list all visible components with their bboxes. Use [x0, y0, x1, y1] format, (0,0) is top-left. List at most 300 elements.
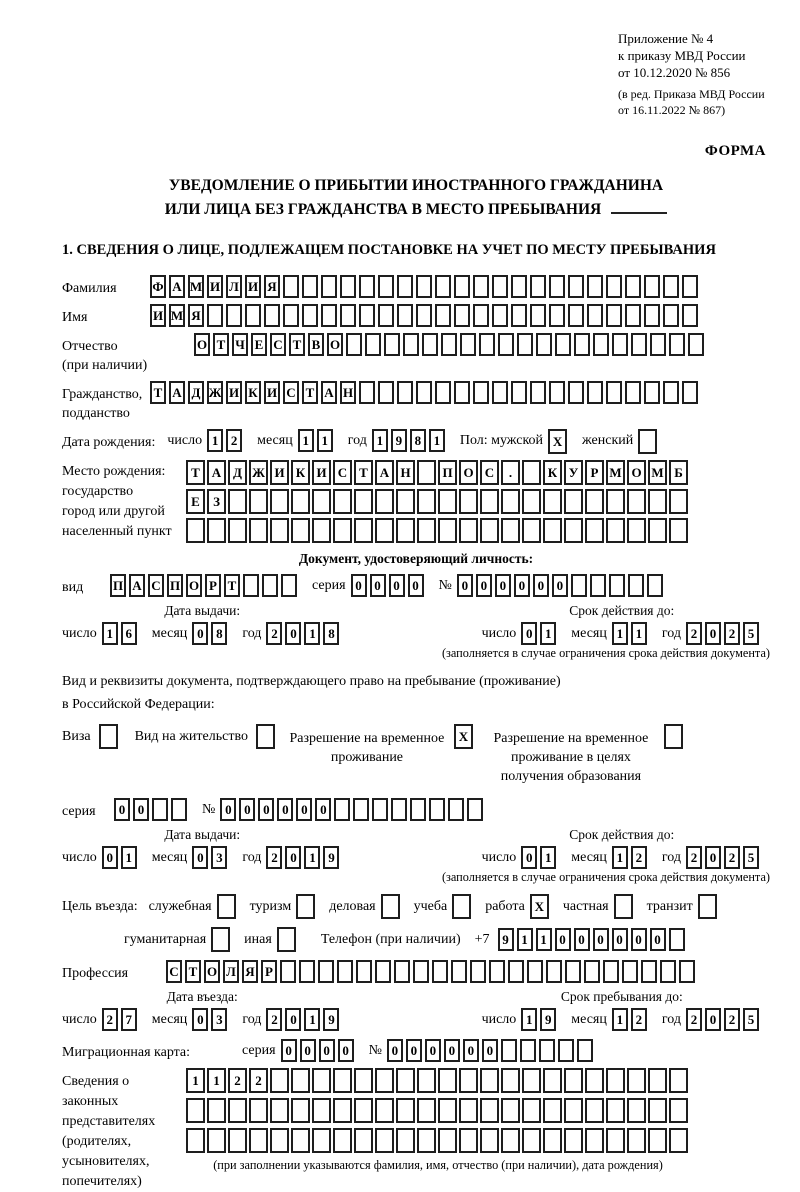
char-cell[interactable]: Ж [249, 460, 268, 485]
char-cell[interactable] [299, 960, 315, 983]
char-cell[interactable]: 2 [631, 1008, 647, 1031]
char-cell[interactable] [378, 275, 394, 298]
char-cell[interactable] [663, 304, 679, 327]
char-cell[interactable]: А [321, 381, 337, 404]
char-cell[interactable] [397, 275, 413, 298]
char-cell[interactable] [417, 518, 436, 543]
char-cell[interactable]: 2 [266, 622, 282, 645]
char-cell[interactable] [397, 381, 413, 404]
char-cell[interactable] [564, 518, 583, 543]
char-cell[interactable] [340, 304, 356, 327]
char-cell[interactable]: 0 [495, 574, 511, 597]
char-cell[interactable] [441, 333, 457, 356]
char-cell[interactable] [522, 460, 541, 485]
char-cell[interactable]: 2 [724, 622, 740, 645]
char-cell[interactable] [644, 275, 660, 298]
char-cell[interactable]: Ж [207, 381, 223, 404]
char-cell[interactable] [648, 1098, 667, 1123]
char-cell[interactable] [438, 489, 457, 514]
char-cell[interactable] [593, 333, 609, 356]
char-cell[interactable] [186, 518, 205, 543]
char-cell[interactable]: 0 [281, 1039, 297, 1062]
char-cell[interactable] [480, 1068, 499, 1093]
char-cell[interactable] [359, 381, 375, 404]
char-cell[interactable] [346, 333, 362, 356]
char-cell[interactable]: Т [354, 460, 373, 485]
char-cell[interactable]: 0 [552, 574, 568, 597]
char-cell[interactable] [375, 489, 394, 514]
char-cell[interactable]: 0 [406, 1039, 422, 1062]
char-cell[interactable] [648, 1068, 667, 1093]
char-cell[interactable] [558, 1039, 574, 1062]
char-cell[interactable]: 8 [323, 622, 339, 645]
char-cell[interactable]: 0 [133, 798, 149, 821]
char-cell[interactable]: Н [396, 460, 415, 485]
char-cell[interactable] [669, 1128, 688, 1153]
char-cell[interactable] [568, 381, 584, 404]
char-cell[interactable] [585, 489, 604, 514]
char-cell[interactable] [549, 304, 565, 327]
char-cell[interactable] [555, 333, 571, 356]
char-cell[interactable] [627, 1128, 646, 1153]
char-cell[interactable]: 0 [705, 622, 721, 645]
char-cell[interactable]: О [204, 960, 220, 983]
char-cell[interactable] [470, 960, 486, 983]
char-cell[interactable] [568, 275, 584, 298]
char-cell[interactable]: П [110, 574, 126, 597]
char-cell[interactable] [451, 960, 467, 983]
char-cell[interactable]: И [150, 304, 166, 327]
char-cell[interactable] [281, 574, 297, 597]
char-cell[interactable]: Т [186, 460, 205, 485]
char-cell[interactable] [679, 960, 695, 983]
char-cell[interactable]: 2 [228, 1068, 247, 1093]
private-checkbox[interactable] [614, 894, 633, 919]
char-cell[interactable] [270, 1068, 289, 1093]
char-cell[interactable] [522, 489, 541, 514]
char-cell[interactable] [501, 489, 520, 514]
char-cell[interactable] [467, 798, 483, 821]
char-cell[interactable]: 5 [743, 846, 759, 869]
char-cell[interactable] [508, 960, 524, 983]
char-cell[interactable] [498, 333, 514, 356]
char-cell[interactable]: 0 [387, 1039, 403, 1062]
temporary-residence-checkbox[interactable]: X [454, 724, 473, 749]
char-cell[interactable] [648, 1128, 667, 1153]
char-cell[interactable] [606, 1098, 625, 1123]
char-cell[interactable] [417, 489, 436, 514]
char-cell[interactable]: 1 [429, 429, 445, 452]
char-cell[interactable] [207, 518, 226, 543]
char-cell[interactable]: 2 [266, 1008, 282, 1031]
char-cell[interactable]: С [480, 460, 499, 485]
char-cell[interactable] [354, 1128, 373, 1153]
char-cell[interactable] [375, 1098, 394, 1123]
char-cell[interactable]: 1 [121, 846, 137, 869]
char-cell[interactable]: О [459, 460, 478, 485]
char-cell[interactable] [186, 1098, 205, 1123]
char-cell[interactable]: О [627, 460, 646, 485]
char-cell[interactable]: А [375, 460, 394, 485]
char-cell[interactable]: И [312, 460, 331, 485]
char-cell[interactable]: 0 [114, 798, 130, 821]
char-cell[interactable] [354, 518, 373, 543]
char-cell[interactable] [459, 1128, 478, 1153]
char-cell[interactable]: Р [261, 960, 277, 983]
char-cell[interactable]: Т [302, 381, 318, 404]
char-cell[interactable] [397, 304, 413, 327]
char-cell[interactable] [517, 333, 533, 356]
char-cell[interactable] [228, 1128, 247, 1153]
char-cell[interactable] [585, 1098, 604, 1123]
char-cell[interactable]: 0 [408, 574, 424, 597]
char-cell[interactable]: 2 [724, 1008, 740, 1031]
char-cell[interactable]: 0 [476, 574, 492, 597]
char-cell[interactable]: Б [669, 460, 688, 485]
char-cell[interactable] [489, 960, 505, 983]
char-cell[interactable]: Л [226, 275, 242, 298]
char-cell[interactable] [375, 960, 391, 983]
char-cell[interactable]: 1 [540, 622, 556, 645]
char-cell[interactable]: 0 [102, 846, 118, 869]
char-cell[interactable]: 0 [315, 798, 331, 821]
tourism-checkbox[interactable] [296, 894, 315, 919]
char-cell[interactable]: 2 [266, 846, 282, 869]
char-cell[interactable] [171, 798, 187, 821]
char-cell[interactable] [669, 489, 688, 514]
char-cell[interactable] [417, 1068, 436, 1093]
char-cell[interactable]: 0 [555, 928, 571, 951]
char-cell[interactable] [207, 304, 223, 327]
male-checkbox[interactable]: X [548, 429, 567, 454]
char-cell[interactable]: 0 [521, 846, 537, 869]
char-cell[interactable] [416, 304, 432, 327]
char-cell[interactable] [333, 1098, 352, 1123]
char-cell[interactable] [280, 960, 296, 983]
char-cell[interactable]: 0 [574, 928, 590, 951]
official-purpose-checkbox[interactable] [217, 894, 236, 919]
char-cell[interactable] [511, 381, 527, 404]
char-cell[interactable] [606, 1068, 625, 1093]
char-cell[interactable]: С [148, 574, 164, 597]
char-cell[interactable]: 1 [521, 1008, 537, 1031]
char-cell[interactable] [522, 1128, 541, 1153]
char-cell[interactable]: 2 [249, 1068, 268, 1093]
char-cell[interactable] [435, 304, 451, 327]
char-cell[interactable]: 0 [277, 798, 293, 821]
char-cell[interactable]: 0 [457, 574, 473, 597]
char-cell[interactable] [391, 798, 407, 821]
char-cell[interactable]: 9 [323, 1008, 339, 1031]
char-cell[interactable] [186, 1128, 205, 1153]
char-cell[interactable] [587, 381, 603, 404]
char-cell[interactable]: Р [585, 460, 604, 485]
char-cell[interactable] [429, 798, 445, 821]
char-cell[interactable] [669, 1068, 688, 1093]
char-cell[interactable] [627, 1098, 646, 1123]
char-cell[interactable]: . [501, 460, 520, 485]
char-cell[interactable]: 0 [300, 1039, 316, 1062]
char-cell[interactable] [354, 1068, 373, 1093]
char-cell[interactable] [438, 1128, 457, 1153]
char-cell[interactable] [356, 960, 372, 983]
char-cell[interactable] [152, 798, 168, 821]
char-cell[interactable] [333, 1068, 352, 1093]
char-cell[interactable]: И [264, 381, 280, 404]
char-cell[interactable]: 0 [482, 1039, 498, 1062]
char-cell[interactable] [606, 275, 622, 298]
char-cell[interactable] [612, 333, 628, 356]
char-cell[interactable] [522, 1098, 541, 1123]
char-cell[interactable]: П [167, 574, 183, 597]
char-cell[interactable] [302, 304, 318, 327]
char-cell[interactable] [565, 960, 581, 983]
char-cell[interactable]: Т [224, 574, 240, 597]
char-cell[interactable]: 2 [102, 1008, 118, 1031]
char-cell[interactable] [417, 1098, 436, 1123]
char-cell[interactable]: В [308, 333, 324, 356]
char-cell[interactable] [384, 333, 400, 356]
char-cell[interactable]: 9 [323, 846, 339, 869]
char-cell[interactable] [627, 489, 646, 514]
char-cell[interactable]: 1 [612, 846, 628, 869]
char-cell[interactable] [539, 1039, 555, 1062]
char-cell[interactable]: 9 [498, 928, 514, 951]
char-cell[interactable] [606, 304, 622, 327]
char-cell[interactable] [207, 1128, 226, 1153]
char-cell[interactable]: 2 [686, 1008, 702, 1031]
char-cell[interactable] [543, 518, 562, 543]
char-cell[interactable] [291, 518, 310, 543]
char-cell[interactable]: А [129, 574, 145, 597]
char-cell[interactable]: У [564, 460, 583, 485]
char-cell[interactable] [501, 1039, 517, 1062]
char-cell[interactable]: 7 [121, 1008, 137, 1031]
char-cell[interactable] [454, 275, 470, 298]
char-cell[interactable]: 1 [102, 622, 118, 645]
char-cell[interactable] [378, 381, 394, 404]
char-cell[interactable] [312, 518, 331, 543]
char-cell[interactable] [435, 275, 451, 298]
char-cell[interactable] [501, 518, 520, 543]
char-cell[interactable]: 1 [536, 928, 552, 951]
char-cell[interactable] [291, 489, 310, 514]
char-cell[interactable]: М [188, 275, 204, 298]
char-cell[interactable] [249, 489, 268, 514]
char-cell[interactable] [606, 489, 625, 514]
char-cell[interactable]: 0 [514, 574, 530, 597]
char-cell[interactable] [577, 1039, 593, 1062]
char-cell[interactable]: 0 [338, 1039, 354, 1062]
char-cell[interactable]: 0 [285, 1008, 301, 1031]
char-cell[interactable] [536, 333, 552, 356]
char-cell[interactable] [473, 275, 489, 298]
char-cell[interactable]: 1 [317, 429, 333, 452]
char-cell[interactable]: С [333, 460, 352, 485]
char-cell[interactable]: С [166, 960, 182, 983]
char-cell[interactable] [438, 1068, 457, 1093]
char-cell[interactable] [417, 460, 436, 485]
work-checkbox[interactable]: X [530, 894, 549, 919]
char-cell[interactable] [628, 574, 644, 597]
char-cell[interactable] [501, 1098, 520, 1123]
char-cell[interactable] [243, 574, 259, 597]
char-cell[interactable]: 3 [211, 846, 227, 869]
residence-permit-checkbox[interactable] [256, 724, 275, 749]
char-cell[interactable] [669, 1098, 688, 1123]
char-cell[interactable]: 1 [631, 622, 647, 645]
char-cell[interactable]: 0 [425, 1039, 441, 1062]
char-cell[interactable] [353, 798, 369, 821]
char-cell[interactable]: 0 [521, 622, 537, 645]
char-cell[interactable] [291, 1128, 310, 1153]
char-cell[interactable] [511, 304, 527, 327]
char-cell[interactable] [609, 574, 625, 597]
char-cell[interactable]: 8 [211, 622, 227, 645]
char-cell[interactable] [302, 275, 318, 298]
char-cell[interactable] [644, 381, 660, 404]
char-cell[interactable] [226, 304, 242, 327]
char-cell[interactable] [571, 574, 587, 597]
char-cell[interactable] [606, 518, 625, 543]
char-cell[interactable]: 1 [186, 1068, 205, 1093]
char-cell[interactable]: 1 [612, 1008, 628, 1031]
char-cell[interactable] [543, 1128, 562, 1153]
char-cell[interactable] [375, 1068, 394, 1093]
char-cell[interactable]: Т [185, 960, 201, 983]
study-checkbox[interactable] [452, 894, 471, 919]
char-cell[interactable]: И [226, 381, 242, 404]
char-cell[interactable] [354, 489, 373, 514]
char-cell[interactable]: О [186, 574, 202, 597]
char-cell[interactable]: 0 [370, 574, 386, 597]
char-cell[interactable] [262, 574, 278, 597]
char-cell[interactable]: 9 [391, 429, 407, 452]
char-cell[interactable] [438, 518, 457, 543]
char-cell[interactable] [291, 1068, 310, 1093]
char-cell[interactable] [587, 304, 603, 327]
char-cell[interactable]: Т [150, 381, 166, 404]
char-cell[interactable] [249, 1098, 268, 1123]
char-cell[interactable] [627, 518, 646, 543]
char-cell[interactable]: 3 [211, 1008, 227, 1031]
char-cell[interactable]: К [543, 460, 562, 485]
char-cell[interactable] [585, 1068, 604, 1093]
char-cell[interactable] [520, 1039, 536, 1062]
char-cell[interactable] [585, 1128, 604, 1153]
char-cell[interactable]: 6 [121, 622, 137, 645]
char-cell[interactable]: 0 [285, 622, 301, 645]
char-cell[interactable]: Я [188, 304, 204, 327]
char-cell[interactable]: Р [205, 574, 221, 597]
char-cell[interactable] [530, 275, 546, 298]
char-cell[interactable] [480, 489, 499, 514]
char-cell[interactable]: 8 [410, 429, 426, 452]
female-checkbox[interactable] [638, 429, 657, 454]
char-cell[interactable]: И [207, 275, 223, 298]
char-cell[interactable] [527, 960, 543, 983]
char-cell[interactable] [459, 1068, 478, 1093]
char-cell[interactable] [454, 304, 470, 327]
char-cell[interactable] [650, 333, 666, 356]
char-cell[interactable] [587, 275, 603, 298]
char-cell[interactable]: О [327, 333, 343, 356]
transit-checkbox[interactable] [698, 894, 717, 919]
char-cell[interactable] [365, 333, 381, 356]
char-cell[interactable] [312, 1098, 331, 1123]
char-cell[interactable] [625, 304, 641, 327]
char-cell[interactable]: 5 [743, 622, 759, 645]
char-cell[interactable] [270, 1098, 289, 1123]
other-purpose-checkbox[interactable] [277, 927, 296, 952]
char-cell[interactable]: П [438, 460, 457, 485]
char-cell[interactable] [249, 518, 268, 543]
char-cell[interactable] [264, 304, 280, 327]
char-cell[interactable] [270, 489, 289, 514]
char-cell[interactable] [359, 304, 375, 327]
char-cell[interactable] [270, 1128, 289, 1153]
char-cell[interactable] [479, 333, 495, 356]
char-cell[interactable]: 0 [612, 928, 628, 951]
char-cell[interactable]: З [207, 489, 226, 514]
char-cell[interactable]: 0 [351, 574, 367, 597]
char-cell[interactable] [564, 1098, 583, 1123]
char-cell[interactable] [492, 275, 508, 298]
char-cell[interactable] [375, 518, 394, 543]
char-cell[interactable] [530, 304, 546, 327]
char-cell[interactable]: С [270, 333, 286, 356]
char-cell[interactable] [321, 275, 337, 298]
char-cell[interactable] [473, 381, 489, 404]
char-cell[interactable]: А [207, 460, 226, 485]
char-cell[interactable]: 0 [239, 798, 255, 821]
char-cell[interactable]: 5 [743, 1008, 759, 1031]
char-cell[interactable]: Т [213, 333, 229, 356]
char-cell[interactable] [249, 1128, 268, 1153]
char-cell[interactable] [396, 1098, 415, 1123]
char-cell[interactable] [641, 960, 657, 983]
char-cell[interactable] [522, 518, 541, 543]
char-cell[interactable]: 1 [304, 1008, 320, 1031]
char-cell[interactable]: 2 [686, 846, 702, 869]
visa-checkbox[interactable] [99, 724, 118, 749]
char-cell[interactable] [413, 960, 429, 983]
char-cell[interactable] [460, 333, 476, 356]
humanitarian-checkbox[interactable] [211, 927, 230, 952]
char-cell[interactable] [625, 275, 641, 298]
char-cell[interactable]: И [270, 460, 289, 485]
char-cell[interactable] [422, 333, 438, 356]
char-cell[interactable]: Е [251, 333, 267, 356]
char-cell[interactable] [682, 275, 698, 298]
char-cell[interactable] [606, 1128, 625, 1153]
char-cell[interactable]: 0 [389, 574, 405, 597]
char-cell[interactable] [283, 304, 299, 327]
char-cell[interactable] [459, 489, 478, 514]
char-cell[interactable] [473, 304, 489, 327]
char-cell[interactable]: К [245, 381, 261, 404]
char-cell[interactable]: Ч [232, 333, 248, 356]
char-cell[interactable]: С [283, 381, 299, 404]
char-cell[interactable] [354, 1098, 373, 1123]
char-cell[interactable] [291, 1098, 310, 1123]
char-cell[interactable]: А [169, 275, 185, 298]
char-cell[interactable] [312, 1068, 331, 1093]
char-cell[interactable]: 0 [705, 1008, 721, 1031]
char-cell[interactable]: 2 [226, 429, 242, 452]
char-cell[interactable]: Л [223, 960, 239, 983]
char-cell[interactable] [454, 381, 470, 404]
